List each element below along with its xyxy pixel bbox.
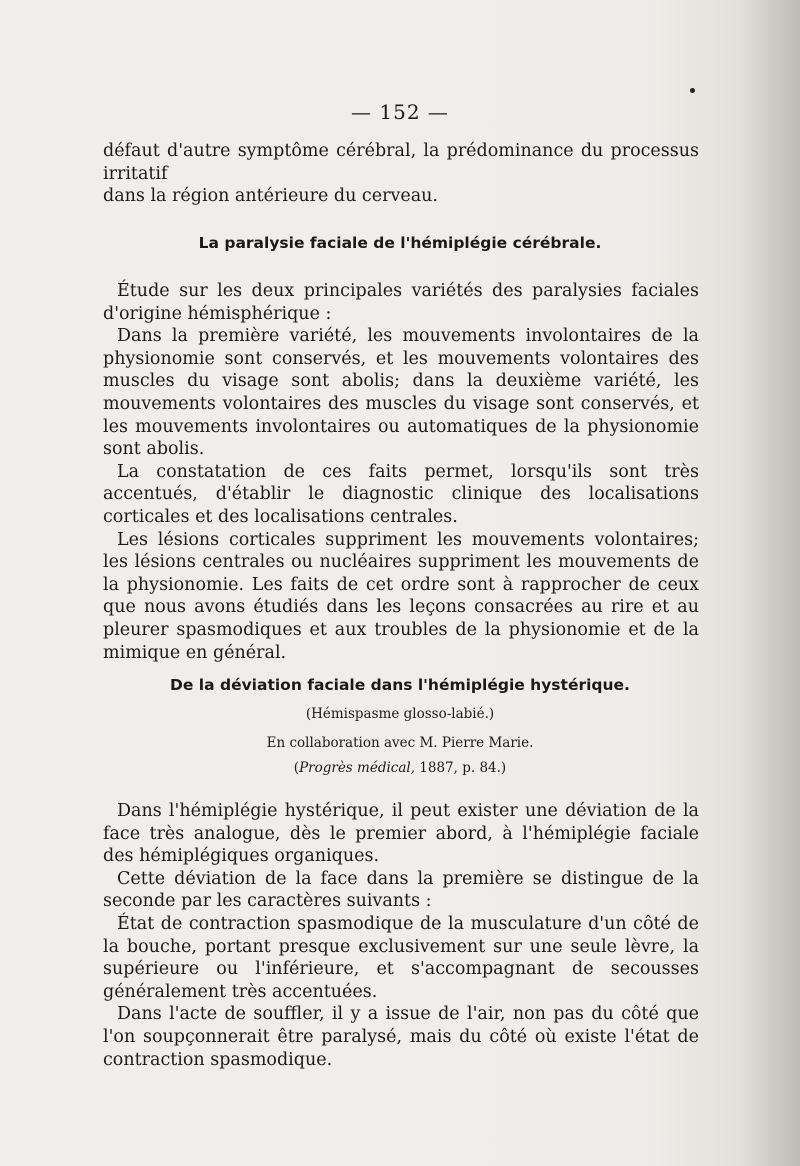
- section2-body: [103, 800, 699, 1071]
- intro-line: défaut d'autre symptôme cérébral, la prédominance du processus irritatif: [103, 141, 699, 184]
- section1-body: [103, 280, 699, 664]
- section-title: De la déviation faciale dans l'hémiplégie hystérique.: [170, 676, 630, 694]
- section-subtitle: (Hémispasme glosso-labié.): [305, 706, 495, 722]
- page-number: — 152 —: [351, 100, 449, 124]
- source-citation: (Progrès médical, 1887, p. 84.): [293, 760, 507, 776]
- ink-mark: [690, 88, 695, 93]
- paragraph: La constatation de ces faits permet, lorsqu'ils sont très accentués, d'établir le diagnostic clinique des localisations corticales et des localisations centrales.: [103, 461, 699, 527]
- paragraph: Dans l'acte de souffler, il y a issue de l'air, non pas du côté que l'on soupçonnerait être paralysé, mais du côté où existe l'état de contraction spasmodique.: [103, 1004, 699, 1070]
- paragraph: État de contraction spasmodique de la musculature d'un côté de la bouche, portant presque exclusivement sur une seule lèvre, la supérieure ou l'inférieure, et s'accompagnant de secousses généralement très accentuées.: [103, 913, 699, 1002]
- intro-line: dans la région antérieure du cerveau.: [103, 186, 438, 207]
- paragraph: Cette déviation de la face dans la première se distingue de la seconde par les caractères suivants :: [103, 868, 699, 912]
- source-detail: 1887, p. 84.): [415, 760, 507, 776]
- section-title: La paralysie faciale de l'hémiplégie cérébrale.: [198, 234, 602, 252]
- collaboration-note: En collaboration avec M. Pierre Marie.: [266, 735, 534, 751]
- paragraph: Dans l'hémiplégie hystérique, il peut exister une déviation de la face très analogue, dès le premier abord, à l'hémiplégie faciale des hémiplégiques organiques.: [103, 801, 699, 867]
- paragraph: Étude sur les deux principales variétés des paralysies faciales d'origine hémisphérique :: [103, 281, 699, 324]
- paragraph: Dans la première variété, les mouvements involontaires de la physionomie sont conservés, et les mouvements volontaires des muscles du visage sont abolis; dans la deuxième variété, les mouvements volontaires des muscles du visage sont conservés, et les mouvements involontaires ou automatiques de la physionomie sont abolis.: [103, 326, 699, 460]
- paragraph: Les lésions corticales suppriment les mouvements volontaires; les lésions centrales ou nucléaires suppriment les mouvements de la physionomie. Les faits de cet ordre sont à rapprocher de ceux que nous avons étudiés dans les leçons consacrées au rire et au pleurer spasmodiques et aux troubles de la physionomie et de la mimique en général.: [103, 529, 699, 663]
- source-journal: Progrès médical,: [299, 760, 415, 776]
- page-edge-shadow: [740, 0, 800, 1166]
- intro-paragraph: [103, 140, 699, 208]
